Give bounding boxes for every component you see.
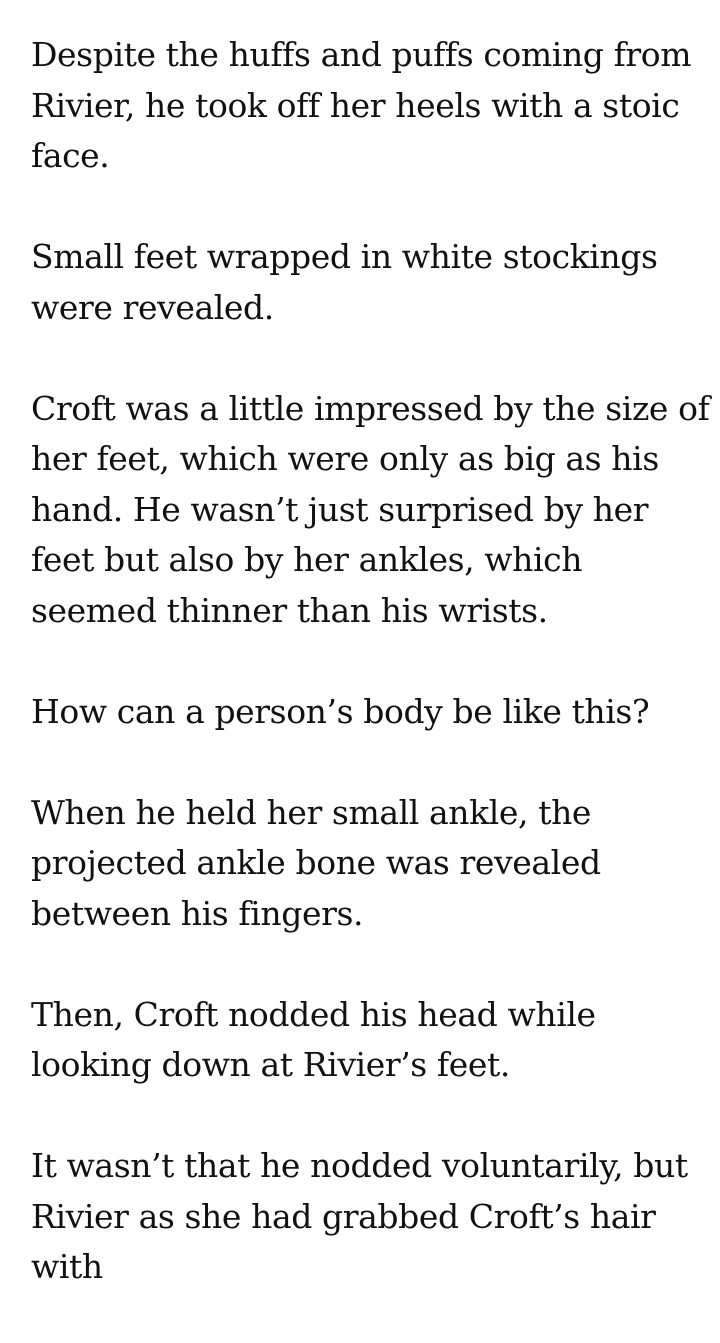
paragraph: Despite the huffs and puffs coming from Rivier, he took off her heels with a stoic face. — [31, 35, 692, 175]
story-text — [31, 30, 711, 1343]
paragraph: Then, Croft nodded his head while looking down at Rivier’s feet. — [31, 994, 596, 1084]
paragraph: Small feet wrapped in white stockings were revealed. — [31, 237, 658, 327]
paragraph: How can a person’s body be like this? — [31, 691, 650, 731]
paragraph: Croft was a little impressed by the size of her feet, which were only as big as his hand. He wasn’t just surprised by her feet but also by her ankles, which seemed thinner than his wrists. — [31, 388, 710, 630]
paragraph: When he held her small ankle, the projected ankle bone was revealed between his fingers. — [31, 792, 601, 933]
paragraph: It wasn’t that he nodded voluntarily, but Rivier as she had grabbed Croft’s hair with — [31, 1146, 688, 1286]
